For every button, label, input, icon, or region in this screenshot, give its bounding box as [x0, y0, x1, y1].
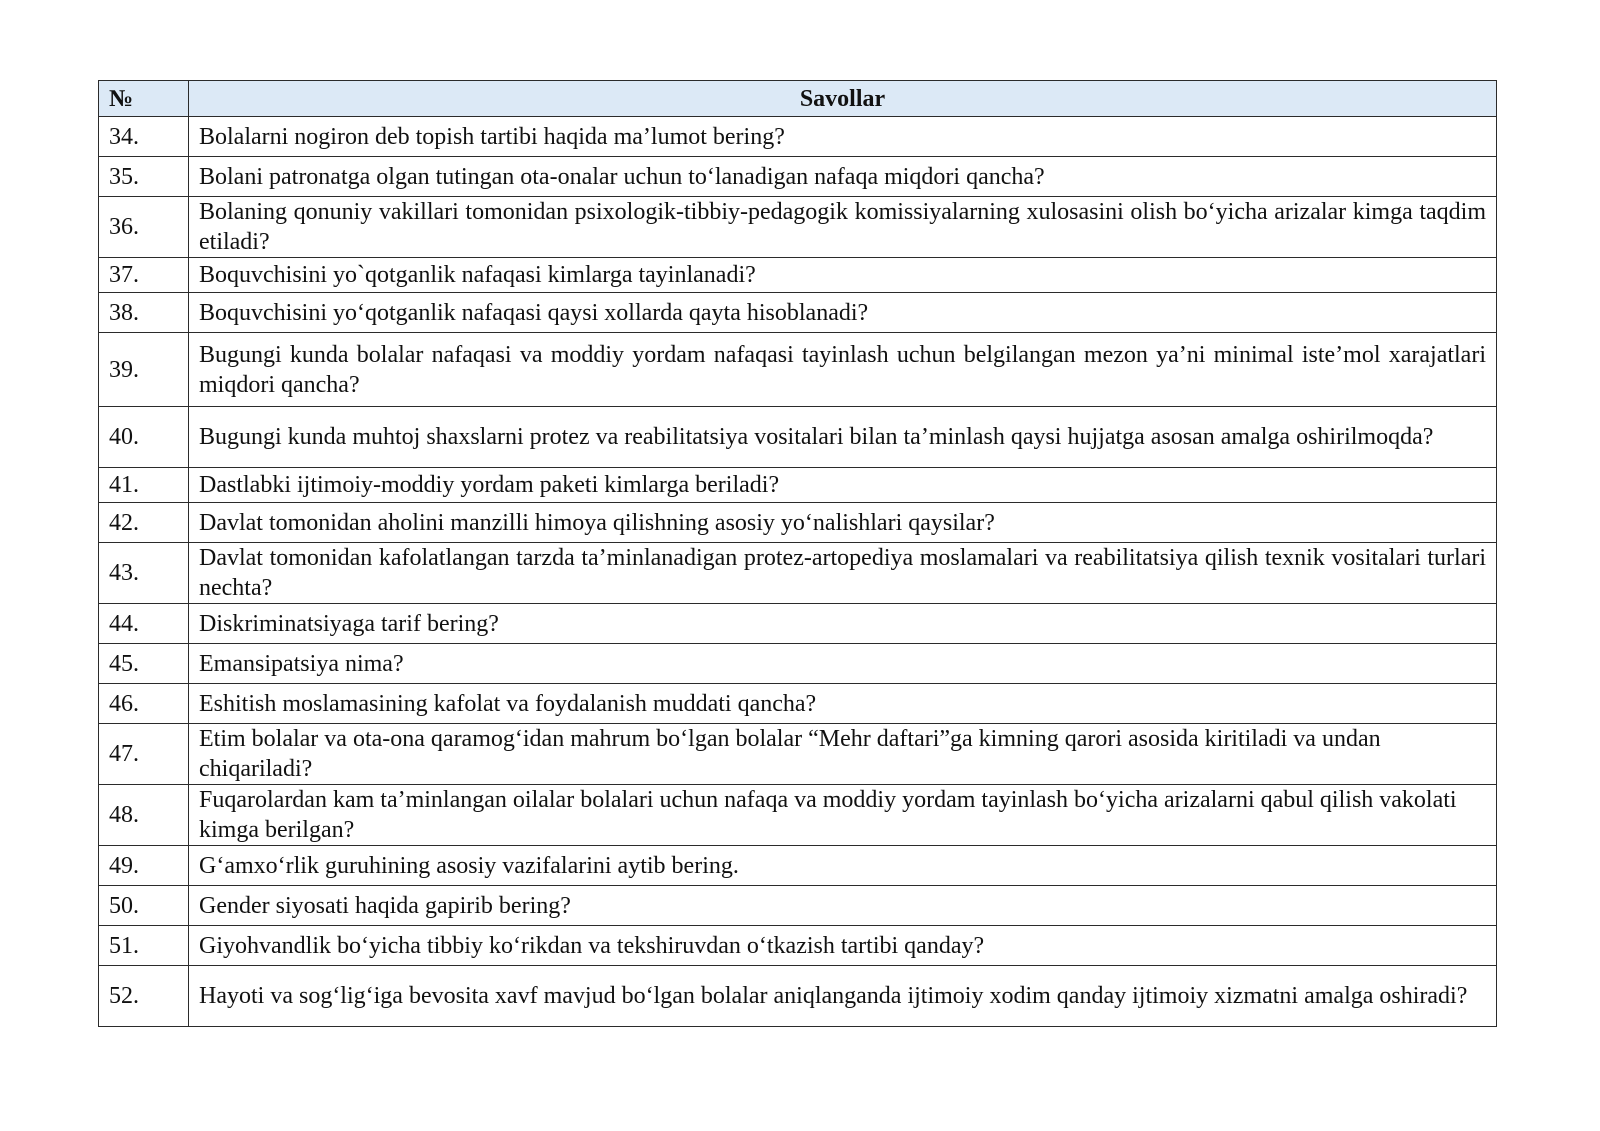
question-text: Davlat tomonidan kafolatlangan tarzda ta’minlanadigan protez-artopediya moslamalari va reabilitatsiya qilish texnik vositalari turlari nechta?: [189, 543, 1497, 604]
table-row: [99, 724, 1497, 785]
question-text: Bolani patronatga olgan tutingan ota-onalar uchun to‘lanadigan nafaqa miqdori qancha?: [189, 157, 1497, 197]
question-text: Bolaning qonuniy vakillari tomonidan psixologik-tibbiy-pedagogik komissiyalarning xulosasini olish bo‘yicha arizalar kimga taqdim etiladi?: [189, 197, 1497, 258]
row-number: 52.: [99, 966, 189, 1027]
question-text: Boquvchisini yo‘qotganlik nafaqasi qaysi xollarda qayta hisoblanadi?: [189, 293, 1497, 333]
table-header-row: [99, 81, 1497, 117]
question-text: Boquvchisini yo`qotganlik nafaqasi kimlarga tayinlanadi?: [189, 258, 1497, 293]
row-number: 40.: [99, 407, 189, 468]
question-text: Etim bolalar va ota-ona qaramog‘idan mahrum bo‘lgan bolalar “Mehr daftari”ga kimning qarori asosida kiritiladi va undan chiqariladi?: [189, 724, 1497, 785]
table-row: [99, 117, 1497, 157]
row-number: 34.: [99, 117, 189, 157]
row-number: 37.: [99, 258, 189, 293]
question-text: Gender siyosati haqida gapirib bering?: [189, 886, 1497, 926]
question-column-header: Savollar: [189, 81, 1497, 117]
row-number: 48.: [99, 785, 189, 846]
table-row: [99, 293, 1497, 333]
question-text: Fuqarolardan kam ta’minlangan oilalar bolalari uchun nafaqa va moddiy yordam tayinlash bo‘yicha arizalarni qabul qilish vakolati kimga berilgan?: [189, 785, 1497, 846]
table-row: [99, 157, 1497, 197]
row-number: 35.: [99, 157, 189, 197]
row-number: 39.: [99, 333, 189, 407]
number-column-header: №: [99, 81, 189, 117]
table-row: [99, 468, 1497, 503]
row-number: 49.: [99, 846, 189, 886]
row-number: 51.: [99, 926, 189, 966]
row-number: 50.: [99, 886, 189, 926]
row-number: 38.: [99, 293, 189, 333]
table-row: [99, 926, 1497, 966]
table-row: [99, 333, 1497, 407]
row-number: 41.: [99, 468, 189, 503]
questions-table: [98, 80, 1497, 1027]
table-row: [99, 543, 1497, 604]
question-text: Diskriminatsiyaga tarif bering?: [189, 604, 1497, 644]
row-number: 44.: [99, 604, 189, 644]
table-row: [99, 846, 1497, 886]
question-text: Dastlabki ijtimoiy-moddiy yordam paketi kimlarga beriladi?: [189, 468, 1497, 503]
table-row: [99, 644, 1497, 684]
table-row: [99, 503, 1497, 543]
row-number: 45.: [99, 644, 189, 684]
table-row: [99, 886, 1497, 926]
table-row: [99, 604, 1497, 644]
table-row: [99, 684, 1497, 724]
question-text: Hayoti va sog‘lig‘iga bevosita xavf mavjud bo‘lgan bolalar aniqlanganda ijtimoiy xodim qanday ijtimoiy xizmatni amalga oshiradi?: [189, 966, 1497, 1027]
question-text: G‘amxo‘rlik guruhining asosiy vazifalarini aytib bering.: [189, 846, 1497, 886]
question-text: Bugungi kunda bolalar nafaqasi va moddiy yordam nafaqasi tayinlash uchun belgilangan mezon ya’ni minimal iste’mol xarajatlari miqdori qancha?: [189, 333, 1497, 407]
table-row: [99, 966, 1497, 1027]
row-number: 46.: [99, 684, 189, 724]
question-text: Bolalarni nogiron deb topish tartibi haqida ma’lumot bering?: [189, 117, 1497, 157]
table-row: [99, 407, 1497, 468]
row-number: 43.: [99, 543, 189, 604]
question-text: Davlat tomonidan aholini manzilli himoya qilishning asosiy yo‘nalishlari qaysilar?: [189, 503, 1497, 543]
table-row: [99, 258, 1497, 293]
row-number: 42.: [99, 503, 189, 543]
row-number: 36.: [99, 197, 189, 258]
row-number: 47.: [99, 724, 189, 785]
table-row: [99, 197, 1497, 258]
question-text: Emansipatsiya nima?: [189, 644, 1497, 684]
question-text: Eshitish moslamasining kafolat va foydalanish muddati qancha?: [189, 684, 1497, 724]
table-row: [99, 785, 1497, 846]
question-text: Bugungi kunda muhtoj shaxslarni protez va reabilitatsiya vositalari bilan ta’minlash qaysi hujjatga asosan amalga oshirilmoqda?: [189, 407, 1497, 468]
question-text: Giyohvandlik bo‘yicha tibbiy ko‘rikdan va tekshiruvdan o‘tkazish tartibi qanday?: [189, 926, 1497, 966]
